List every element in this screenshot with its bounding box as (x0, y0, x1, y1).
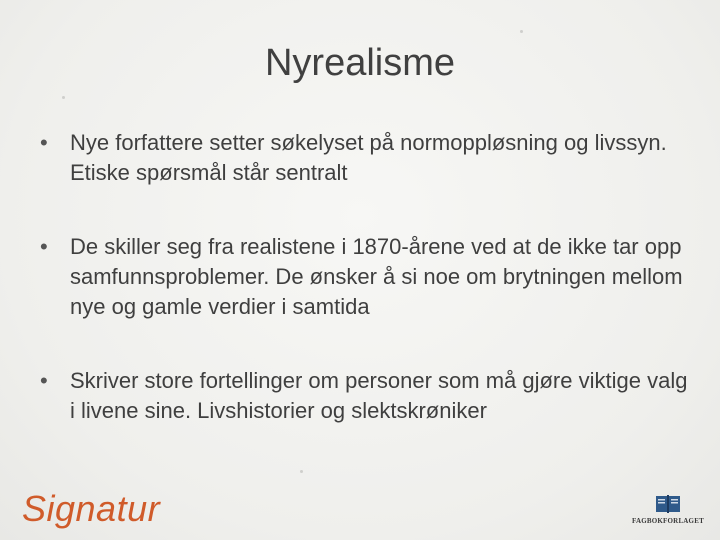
bullet-text: Nye forfattere setter søkelyset på normoppløsning og livssyn. Etiske spørsmål står sentralt (70, 130, 667, 185)
bullet-item (40, 128, 690, 188)
bullet-list (40, 128, 690, 470)
signatur-logo: Signatur (22, 488, 161, 529)
bullet-text: Skriver store fortellinger om personer som må gjøre viktige valg i livene sine. Livshistorier og slektskrøniker (70, 368, 688, 423)
slide-title: Nyrealisme (264, 42, 456, 84)
bullet-marker: • (40, 368, 48, 393)
book-icon (655, 494, 681, 514)
texture-speck (300, 470, 303, 473)
bullet-item (40, 232, 690, 322)
bullet-item (40, 366, 690, 426)
bullet-marker: • (40, 130, 48, 155)
publisher-name: FAGBOKFORLAGET (632, 517, 704, 525)
texture-speck (62, 96, 65, 99)
publisher-logo (628, 494, 708, 525)
bullet-marker: • (40, 234, 48, 259)
bullet-text: De skiller seg fra realistene i 1870-årene ved at de ikke tar opp samfunnsproblemer. De ønsker å si noe om brytningen mellom nye og gamle verdier i samtida (70, 234, 683, 319)
texture-speck (520, 30, 523, 33)
